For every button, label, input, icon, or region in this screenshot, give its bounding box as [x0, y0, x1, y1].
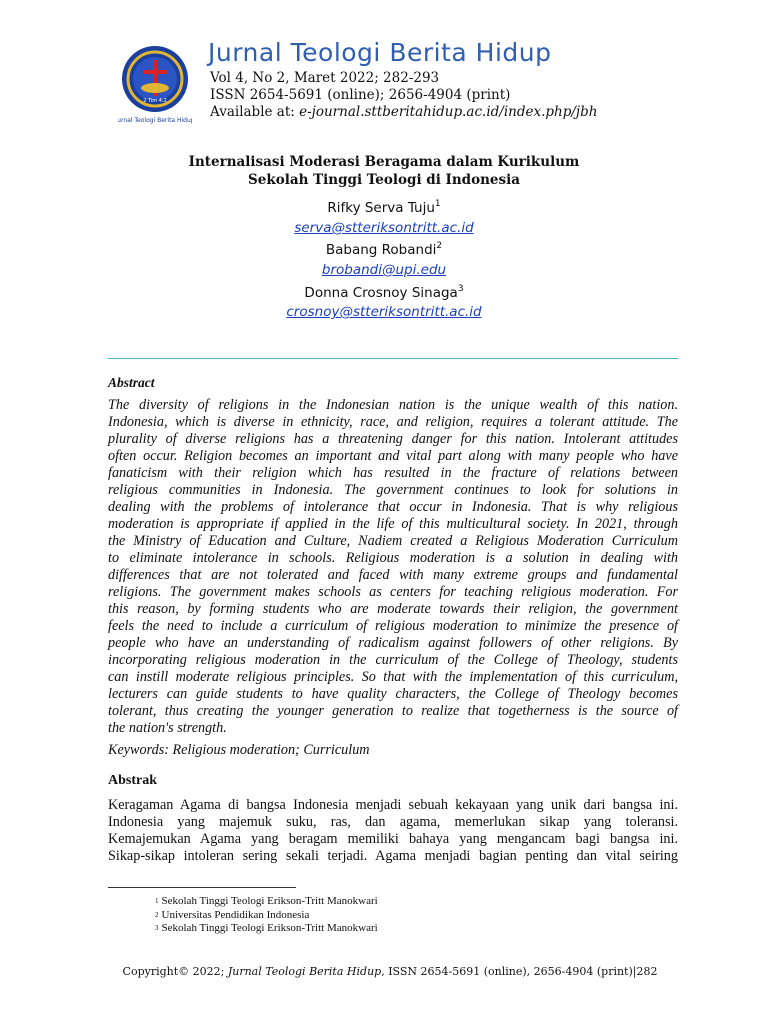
text-line: fanaticism with their religion which has resulted in the fracture of relations between [108, 465, 678, 481]
text-line: dealing with the problems of intolerance that occur in Indonesia. That is why religious [108, 499, 678, 515]
footnote-item [155, 909, 378, 923]
text-line: plurality of diverse religions has a threatening danger for this nation. Intolerant attitudes [108, 431, 678, 447]
footnote-item [155, 895, 378, 909]
text-line: moderation is appropriate if applied in the life of this multicultural society. In 2021, through [108, 516, 678, 532]
footer-journal: Jurnal Teologi Berita Hidup [227, 965, 382, 978]
journal-meta [210, 70, 597, 121]
footnote-text: Universitas Pendidikan Indonesia [161, 908, 310, 921]
text-line: people who have an understanding of radicalism against followers of other religions. By [108, 635, 678, 651]
header-divider [108, 358, 678, 359]
text-line: often occur. Religion becomes an important and vital part along with many people who have [108, 448, 678, 464]
footnote-item [155, 922, 378, 936]
author-2-email[interactable]: brobandi@upi.edu [321, 262, 447, 278]
text-line: can instill moderate religious principles. So that with the implementation of this curriculum, [108, 669, 678, 685]
journal-name: Jurnal Teologi Berita Hidup [208, 38, 552, 67]
title-line-1: Internalisasi Moderasi Beragama dalam Kurikulum [188, 154, 580, 170]
footnote-number: 1 [155, 897, 159, 905]
abstract-body [108, 397, 678, 737]
text-line: Sikap-sikap intoleran sering sekali terjadi. Agama menjadi bagian penting dan vital seiring [108, 848, 678, 864]
title-line-2: Sekolah Tinggi Teologi di Indonesia [248, 172, 520, 188]
author-sup: 3 [457, 284, 464, 294]
text-line: the Ministry of Education and Culture, Nadiem created a Religious Moderation Curriculum [108, 533, 678, 549]
author-3-email[interactable]: crosnoy@stteriksontritt.ac.id [286, 304, 482, 320]
text-line: religions. The government makes schools as centers for teaching religious moderation. For [108, 584, 678, 600]
text-line: lecturers can guide students to have quality characters, the College of Theology becomes [108, 686, 678, 702]
footnote-number: 3 [155, 924, 159, 932]
author-1 [90, 200, 678, 216]
text-line: incorporating religious moderation in the curriculum of the College of Theology, students [108, 652, 678, 668]
issn-info: ISSN 2654-5691 (online); 2656-4904 (print) [210, 87, 511, 103]
author-1-email[interactable]: serva@stteriksontritt.ac.id [294, 220, 474, 236]
footnote-text: Sekolah Tinggi Teologi Erikson-Tritt Manokwari [161, 922, 378, 934]
text-line: differences that are not tolerated and faced with many extreme groups and fundamental [108, 567, 678, 583]
abstrak-body [108, 797, 678, 865]
text-line: tolerant, thus creating the younger generation to realize that togetherness is the source of [108, 703, 678, 719]
text-line: this reason, by forming students who are moderate towards their religion, the government [108, 601, 678, 617]
text-line: to eliminate intolerance in schools. Religious moderation is a solution in dealing with [108, 550, 678, 566]
footnote-number: 2 [155, 910, 159, 919]
footnotes [155, 895, 378, 936]
footnote-text: Sekolah Tinggi Teologi Erikson-Tritt Manokwari [161, 895, 378, 907]
text-line: Keragaman Agama di bangsa Indonesia menjadi sebuah kekayaan yang unik dari bangsa ini. [108, 797, 678, 813]
author-3 [90, 285, 678, 301]
author-2 [90, 242, 678, 258]
page-footer [90, 965, 690, 978]
author-name: Babang Robandi [325, 242, 437, 258]
article-title [90, 153, 678, 189]
text-line: feels the need to include a curriculum of religious moderation to minimize the presence of [108, 618, 678, 634]
logo-caption: Jurnal Teologi Berita Hidup [118, 117, 192, 124]
keywords: Keywords: Religious moderation; Curriculum [108, 742, 370, 758]
author-sup: 1 [434, 199, 441, 209]
availability [210, 104, 597, 121]
journal-url[interactable]: e-journal.sttberitahidup.ac.id/index.php/jbh [299, 104, 598, 120]
text-line: The diversity of religions in the Indonesian nation is the unique wealth of this nation. [108, 397, 678, 413]
text-line: religious communities in Indonesia. The government continues to look for solutions in [108, 482, 678, 498]
text-line: Indonesia, which is diverse in ethnicity, race, and religion, requires a tolerant attitude. The [108, 414, 678, 430]
text-line: Indonesia yang majemuk suku, ras, dan agama, memerlukan sikap yang toleransi. [108, 814, 678, 830]
abstract-heading: Abstract [108, 375, 155, 390]
journal-logo [118, 44, 192, 132]
abstrak-heading: Abstrak [108, 773, 158, 788]
footer-suffix: , ISSN 2654-5691 (online), 2656-4904 (print)|282 [381, 965, 658, 978]
text-line: the nation's strength. [108, 720, 227, 736]
availability-prefix: Available at: [210, 104, 300, 120]
text-line: Kemajemukan Agama yang beragam memiliki bahaya yang mengancam bagi bangsa ini. [108, 831, 678, 847]
author-name: Rifky Serva Tuju [327, 200, 435, 216]
author-name: Donna Crosnoy Sinaga [304, 285, 458, 301]
author-sup: 2 [436, 241, 443, 251]
logo-ref-text: 2 Tim 4:2 [143, 98, 167, 104]
volume-info: Vol 4, No 2, Maret 2022; 282-293 [210, 70, 440, 86]
footer-prefix: Copyright© 2022; [122, 965, 228, 978]
footnote-divider [108, 887, 296, 888]
